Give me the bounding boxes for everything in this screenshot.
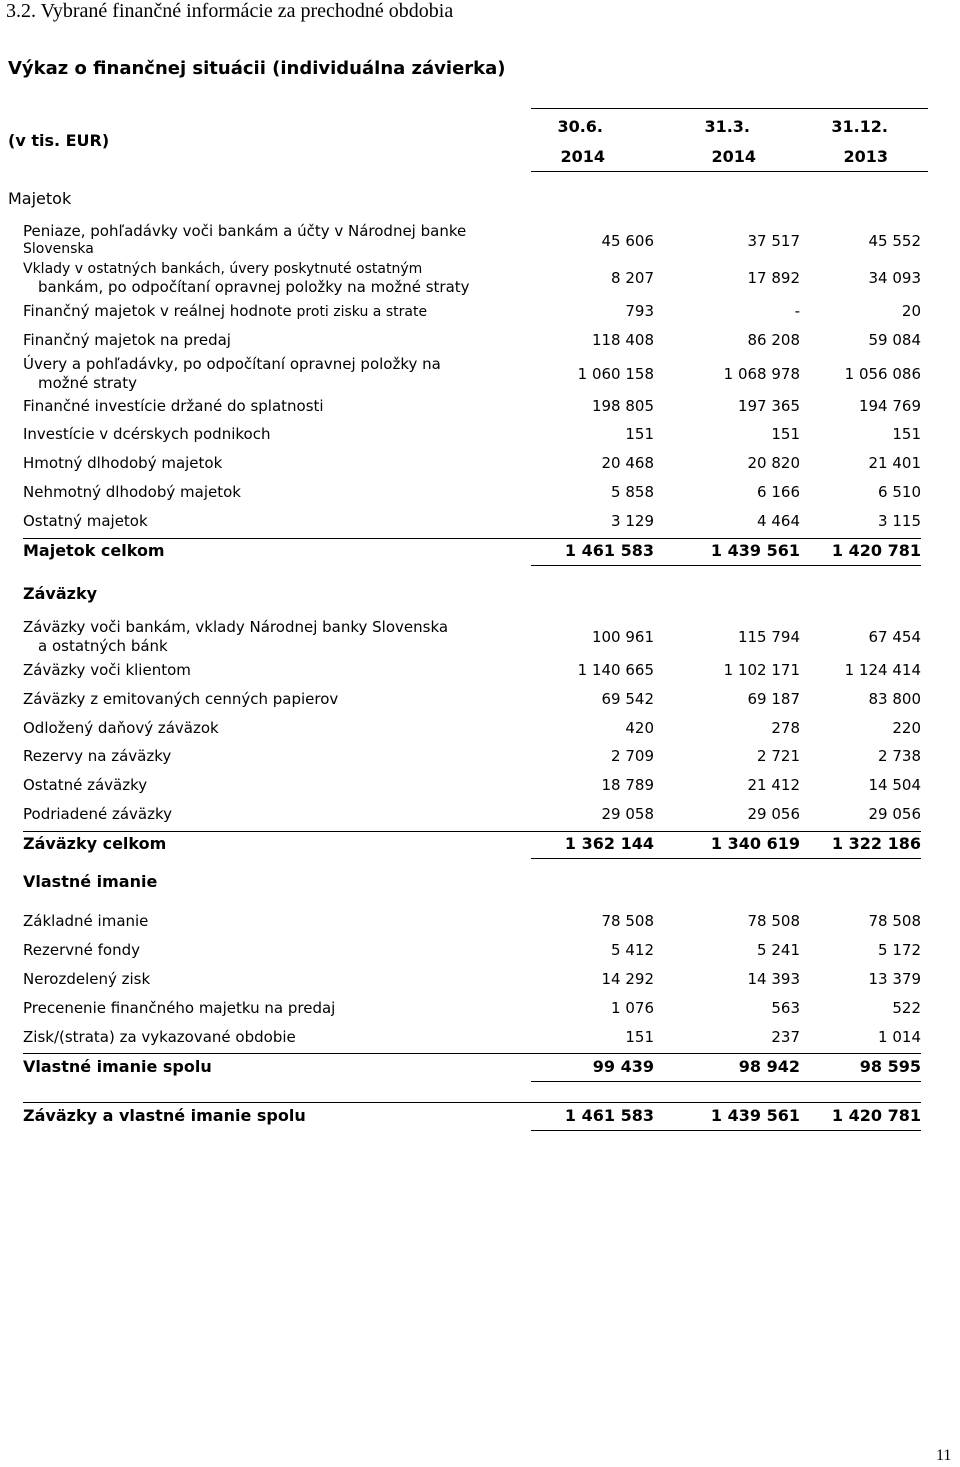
value-col3: 1 056 086 [844,365,921,383]
row-label-part2: proti zisku a strate [296,304,428,320]
row-label-cont: a ostatných bánk [38,637,168,655]
value-col1: 198 805 [591,397,654,415]
value-col2: 20 820 [747,454,800,472]
value-col2: 115 794 [737,628,800,646]
col2-year: 2014 [711,147,756,166]
value-col3: 29 056 [868,805,921,823]
row-label: Hmotný dlhodobý majetok [23,454,223,472]
row-label: Vklady v ostatných bankách, úvery poskytnuté ostatným [23,261,423,277]
total-rule [531,1081,921,1082]
value-col1: 118 408 [591,331,654,349]
value-col1: 78 508 [601,912,654,930]
section-title: 3.2. Vybrané finančné informácie za prechodné obdobia [6,0,454,22]
value-col1: 45 606 [601,232,654,250]
col3-date: 31.12. [831,117,888,136]
row-label-cont: bankám, po odpočítaní opravnej položky na možné straty [38,278,470,296]
value-col1: 8 207 [611,269,654,287]
value-col1: 5 412 [611,941,654,959]
page-number: 11 [936,1447,952,1464]
value-col1: 3 129 [611,512,654,530]
value-col3: 34 093 [868,269,921,287]
value-col1: 14 292 [601,970,654,988]
value-col2: 37 517 [747,232,800,250]
value-col3: 78 508 [868,912,921,930]
value-col1: 1 461 583 [564,1106,654,1125]
value-col2: 69 187 [747,690,800,708]
value-col2: 29 056 [747,805,800,823]
value-col2: 1 340 619 [710,834,800,853]
value-col2: 1 439 561 [710,541,800,560]
value-col1: 1 362 144 [564,834,654,853]
value-col1: 151 [625,425,654,443]
value-col1: 1 076 [611,999,654,1017]
row-label: Vlastné imanie spolu [23,1057,212,1076]
row-label: Nehmotný dlhodobý majetok [23,483,241,501]
grand-total-rule [23,1102,921,1103]
assets-heading: Majetok [8,189,72,208]
value-col3: 13 379 [868,970,921,988]
value-col3: 5 172 [878,941,921,959]
value-col3: 14 504 [868,776,921,794]
value-col3: 98 595 [859,1057,921,1076]
value-col3: 20 [901,302,921,320]
row-label: Investície v dcérskych podnikoch [23,425,271,443]
row-label: Podriadené záväzky [23,805,173,823]
header-rule-top [531,108,928,109]
value-col3: 1 124 414 [844,661,921,679]
value-col2: 1 068 978 [723,365,800,383]
value-col3: 21 401 [868,454,921,472]
value-col2: 2 721 [757,747,800,765]
row-label: Ostatný majetok [23,512,148,530]
header-rule-bottom [531,171,928,172]
value-col3: 151 [892,425,921,443]
value-col3: 67 454 [868,628,921,646]
value-col1: 793 [625,302,654,320]
value-col2: - [794,302,800,320]
value-col1: 2 709 [611,747,654,765]
value-col2: 5 241 [757,941,800,959]
unit-label: (v tis. EUR) [8,131,110,150]
total-rule [531,565,921,566]
row-label: Finančný majetok na predaj [23,331,231,349]
value-col1: 1 461 583 [564,541,654,560]
row-label: Finančné investície držané do splatnosti [23,397,324,415]
row-label: Majetok celkom [23,541,165,560]
value-col1: 5 858 [611,483,654,501]
row-label: Peniaze, pohľadávky voči bankám a účty v Národnej banke [23,222,467,240]
col1-year: 2014 [560,147,605,166]
value-col1: 1 140 665 [577,661,654,679]
col1-date: 30.6. [557,117,603,136]
value-col3: 1 322 186 [831,834,921,853]
value-col2: 151 [771,425,800,443]
grand-total-underline [531,1130,921,1131]
value-col3: 59 084 [868,331,921,349]
value-col1: 100 961 [591,628,654,646]
value-col2: 1 439 561 [710,1106,800,1125]
subtotal-rule [23,831,921,832]
value-col2: 4 464 [757,512,800,530]
value-col3: 45 552 [868,232,921,250]
liabilities-heading: Záväzky [23,584,98,603]
row-label: Záväzky z emitovaných cenných papierov [23,690,339,708]
value-col1: 29 058 [601,805,654,823]
row-label: Záväzky voči klientom [23,661,191,679]
row-label: Ostatné záväzky [23,776,148,794]
row-label [23,302,427,321]
col2-date: 31.3. [704,117,750,136]
value-col3: 6 510 [878,483,921,501]
value-col2: 237 [771,1028,800,1046]
value-col2: 86 208 [747,331,800,349]
row-label: Odložený daňový záväzok [23,719,219,737]
value-col2: 17 892 [747,269,800,287]
value-col1: 20 468 [601,454,654,472]
value-col1: 151 [625,1028,654,1046]
value-col3: 83 800 [868,690,921,708]
col3-year: 2013 [843,147,888,166]
row-label: Zisk/(strata) za vykazované obdobie [23,1028,296,1046]
value-col3: 194 769 [858,397,921,415]
value-col3: 1 014 [878,1028,921,1046]
value-col2: 21 412 [747,776,800,794]
value-col1: 1 060 158 [577,365,654,383]
value-col2: 6 166 [757,483,800,501]
statement-title: Výkaz o finančnej situácii (individuálna závierka) [8,58,506,79]
row-label-cont: možné straty [38,374,137,392]
row-label-part1: Finančný majetok v reálnej hodnote [23,302,292,320]
value-col3: 2 738 [878,747,921,765]
value-col2: 278 [771,719,800,737]
value-col1: 99 439 [592,1057,654,1076]
value-col1: 420 [625,719,654,737]
equity-heading: Vlastné imanie [23,872,158,891]
row-label: Záväzky a vlastné imanie spolu [23,1106,306,1125]
value-col1: 69 542 [601,690,654,708]
row-label: Rezervy na záväzky [23,747,172,765]
value-col2: 14 393 [747,970,800,988]
row-label-cont: Slovenska [23,241,94,257]
row-label: Rezervné fondy [23,941,140,959]
value-col2: 197 365 [737,397,800,415]
value-col3: 1 420 781 [831,1106,921,1125]
row-label: Precenenie finančného majetku na predaj [23,999,336,1017]
value-col3: 522 [892,999,921,1017]
row-label: Úvery a pohľadávky, po odpočítaní opravnej položky na [23,355,441,373]
value-col1: 18 789 [601,776,654,794]
row-label: Záväzky voči bankám, vklady Národnej banky Slovenska [23,618,449,636]
row-label: Nerozdelený zisk [23,970,151,988]
total-rule [531,858,921,859]
row-label: Základné imanie [23,912,149,930]
value-col2: 563 [771,999,800,1017]
row-label: Záväzky celkom [23,834,167,853]
subtotal-rule [23,538,921,539]
subtotal-rule [23,1053,921,1054]
value-col2: 1 102 171 [723,661,800,679]
value-col2: 78 508 [747,912,800,930]
value-col3: 220 [892,719,921,737]
value-col3: 3 115 [878,512,921,530]
value-col3: 1 420 781 [831,541,921,560]
value-col2: 98 942 [738,1057,800,1076]
